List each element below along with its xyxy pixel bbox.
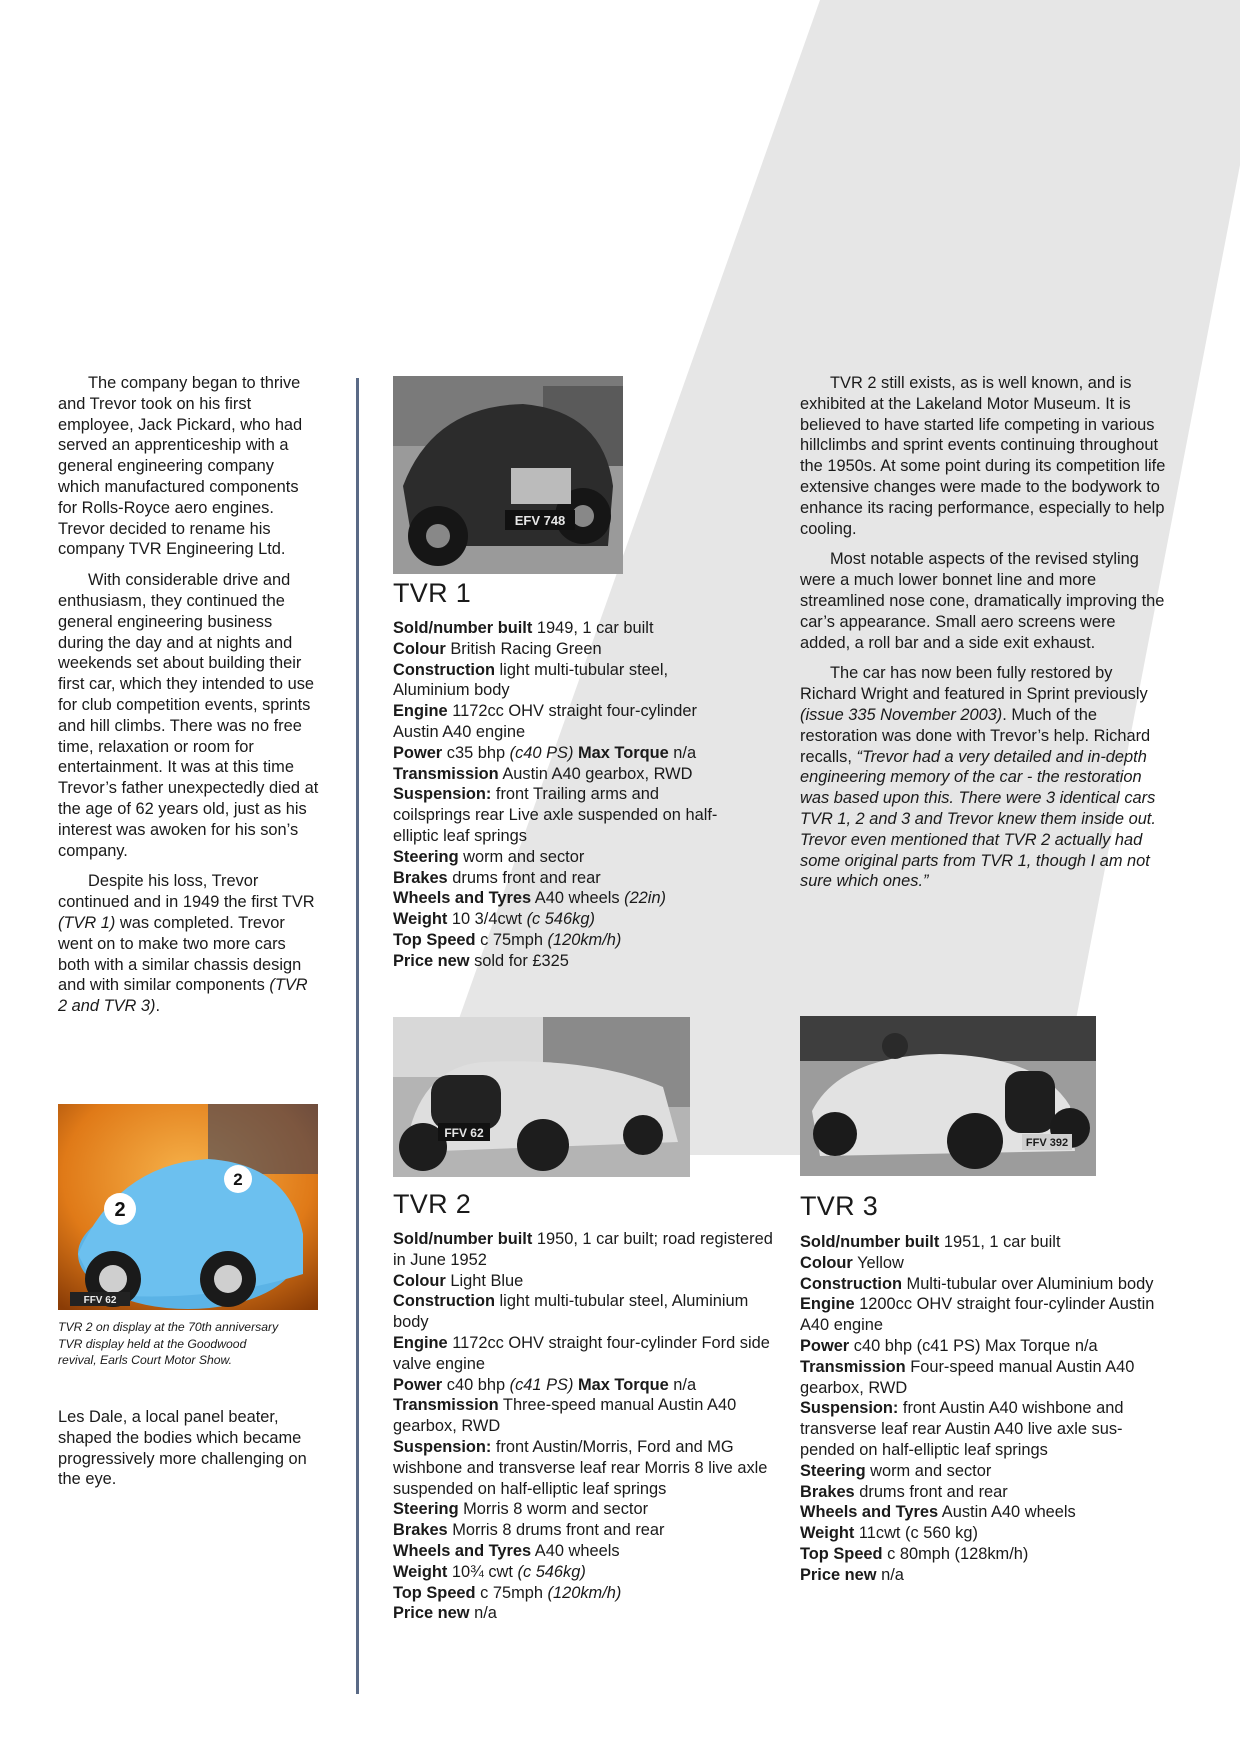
tvr3-photo [800,1016,1096,1176]
spec-row: Transmission Three-speed manual Austin A40 gearbox, RWD [393,1396,737,1436]
body-paragraph: Les Dale, a local panel beater, shaped the bodies which became progressively more challenging on the eye. [58,1408,307,1489]
body-paragraph: The car has now been fully restored by Richard Wright and featured in Sprint previously (issue 335 November 2003). Much of the restoration was done with Trevor’s help. Richard recalls, “Trevor had a very detailed and in-depth engineering memory of the car - the restoration was based upon this. There were 3 identical cars TVR 1, 2 and 3 and Trevor knew them inside out. Trevor even mentioned that TVR 2 actually had some original parts from TVR 1, though I am not sure which ones.” [800,664,1156,891]
spec-row: Price new sold for £325 [393,951,569,970]
body-paragraph: Most notable aspects of the revised styling were a much lower bonnet line and more streamlined nose cone, dramatically improving the car’s appearance. Small aero screens were added, a roll bar and a side exit exhaust. [800,550,1165,652]
spec-row: Brakes drums front and rear [393,868,601,887]
spec-row: Wheels and Tyres A40 wheels (22in) [393,889,667,908]
spec-row: Brakes drums front and rear [800,1482,1008,1501]
spec-row: Engine 1172cc OHV straight four-cylinder Ford side valve engine [393,1333,770,1373]
tvr2-title: TVR 2 [393,1189,472,1219]
license-plate: FFV 392 [1025,1137,1069,1149]
left-column [58,373,320,1027]
spec-row: Weight 10 3/4cwt (c 546kg) [393,910,595,929]
spec-row: Suspension: front Austin/Morris, Ford and MG wishbone and transverse leaf rear Morris 8 live axle suspended on half-elliptic leaf springs [393,1437,768,1498]
tvr2-specs [393,1229,773,1624]
spec-row: Steering worm and sector [393,847,585,866]
body-paragraph: With considerable drive and enthusiasm, they continued the general engineering business during the day and at nights and weekends set about building their first car, which they intended to use for club competition events, sprints and hill climbs. There was no free time, relaxation or room for entertainment. It was at this time Trevor’s father unexpectedly died at the age of 62 years old, just as his interest was awoken for his son’s company. [58,571,319,860]
spec-row: Transmission Austin A40 gearbox, RWD [393,764,693,783]
spec-row: Sold/number built 1950, 1 car built; road registered in June 1952 [393,1230,773,1269]
spec-row: Sold/number built 1951, 1 car built [800,1233,1061,1251]
spec-row: Wheels and Tyres Austin A40 wheels [800,1503,1076,1522]
tvr2-display-photo [58,1104,318,1310]
spec-row: Colour Light Blue [393,1271,524,1290]
spec-row: Top Speed c 75mph (120km/h) [393,930,622,949]
tvr3-specs [800,1232,1160,1586]
spec-row: Power c40 bhp (c41 PS) Max Torque n/a [800,1336,1098,1355]
body-paragraph: The company began to thrive and Trevor took on his first employee, Jack Pickard, who had served an apprenticeship with a general engineering company which manufactured components for Rolls-Royce aero engines. Trevor decided to rename his company TVR Engineering Ltd. [58,374,303,559]
spec-row: Sold/number built 1949, 1 car built [393,619,654,637]
spec-row: Wheels and Tyres A40 wheels [393,1541,620,1560]
license-plate: EFV 748 [514,513,566,528]
spec-row: Construction Multi-tubular over Aluminium body [800,1274,1154,1293]
spec-row: Engine 1200cc OHV straight four-cylinder Austin A40 engine [800,1295,1155,1335]
spec-row: Suspension: front Austin A40 wishbone and transverse leaf rear Austin A40 live axle sus-pended on half-elliptic leaf springs [800,1399,1124,1459]
spec-row: Construction light multi-tubular steel, Aluminium body [393,660,669,700]
body-paragraph: Despite his loss, Trevor continued and in 1949 the first TVR (TVR 1) was completed. Trevor went on to make two more cars both with a similar chassis design and with similar components (TVR 2 and TVR 3). [58,872,315,1016]
spec-row: Engine 1172cc OHV straight four-cylinder Austin A40 engine [393,702,697,741]
race-number: 2 [114,1199,126,1221]
column-divider [356,378,359,1694]
spec-row: Construction light multi-tubular steel, Aluminium body [393,1292,749,1332]
tvr2-photo [393,1017,690,1177]
spec-row: Power c35 bhp (c40 PS) Max Torque n/a [393,743,697,762]
svg-text:2: 2 [233,1170,243,1189]
spec-row: Transmission Four-speed manual Austin A40 gearbox, RWD [800,1357,1135,1397]
body-paragraph: TVR 2 still exists, as is well known, and is exhibited at the Lakeland Motor Museum. It is believed to have started life competing in various hillclimbs and sprint events continuing throughout the 1950s. At some point during its competition life extensive changes were made to the bodywork to enhance its racing performance, especially to help cooling. [800,374,1166,538]
spec-row: Steering worm and sector [800,1461,992,1480]
spec-row: Power c40 bhp (c41 PS) Max Torque n/a [393,1375,697,1394]
tvr1-specs [393,618,733,972]
spec-row: Suspension: front Trailing arms and coilsprings rear Live axle suspended on half-elliptic leaf springs [393,785,718,845]
spec-row: Brakes Morris 8 drums front and rear [393,1521,665,1540]
spec-row: Steering Morris 8 worm and sector [393,1500,649,1519]
tvr1-title: TVR 1 [393,578,472,608]
photo-caption: TVR 2 on display at the 70th anniversary TVR display held at the Goodwood revival, Earls Court Motor Show. [58,1320,279,1367]
license-plate: FFV 62 [444,1126,484,1140]
spec-row: Colour Yellow [800,1253,904,1272]
spec-row: Colour British Racing Green [393,639,602,658]
spec-row: Weight 11cwt (c 560 kg) [800,1524,978,1543]
right-column [800,373,1166,902]
spec-row: Price new n/a [800,1565,904,1584]
spec-row: Price new n/a [393,1604,497,1623]
spec-row: Top Speed c 75mph (120km/h) [393,1583,622,1602]
spec-row: Weight 10¾ cwt (c 546kg) [393,1562,586,1581]
tvr1-photo [393,376,623,574]
left-column-closing [58,1407,320,1500]
spec-row: Top Speed c 80mph (128km/h) [800,1544,1029,1563]
tvr3-title: TVR 3 [800,1191,879,1221]
license-plate: FFV 62 [83,1295,117,1306]
